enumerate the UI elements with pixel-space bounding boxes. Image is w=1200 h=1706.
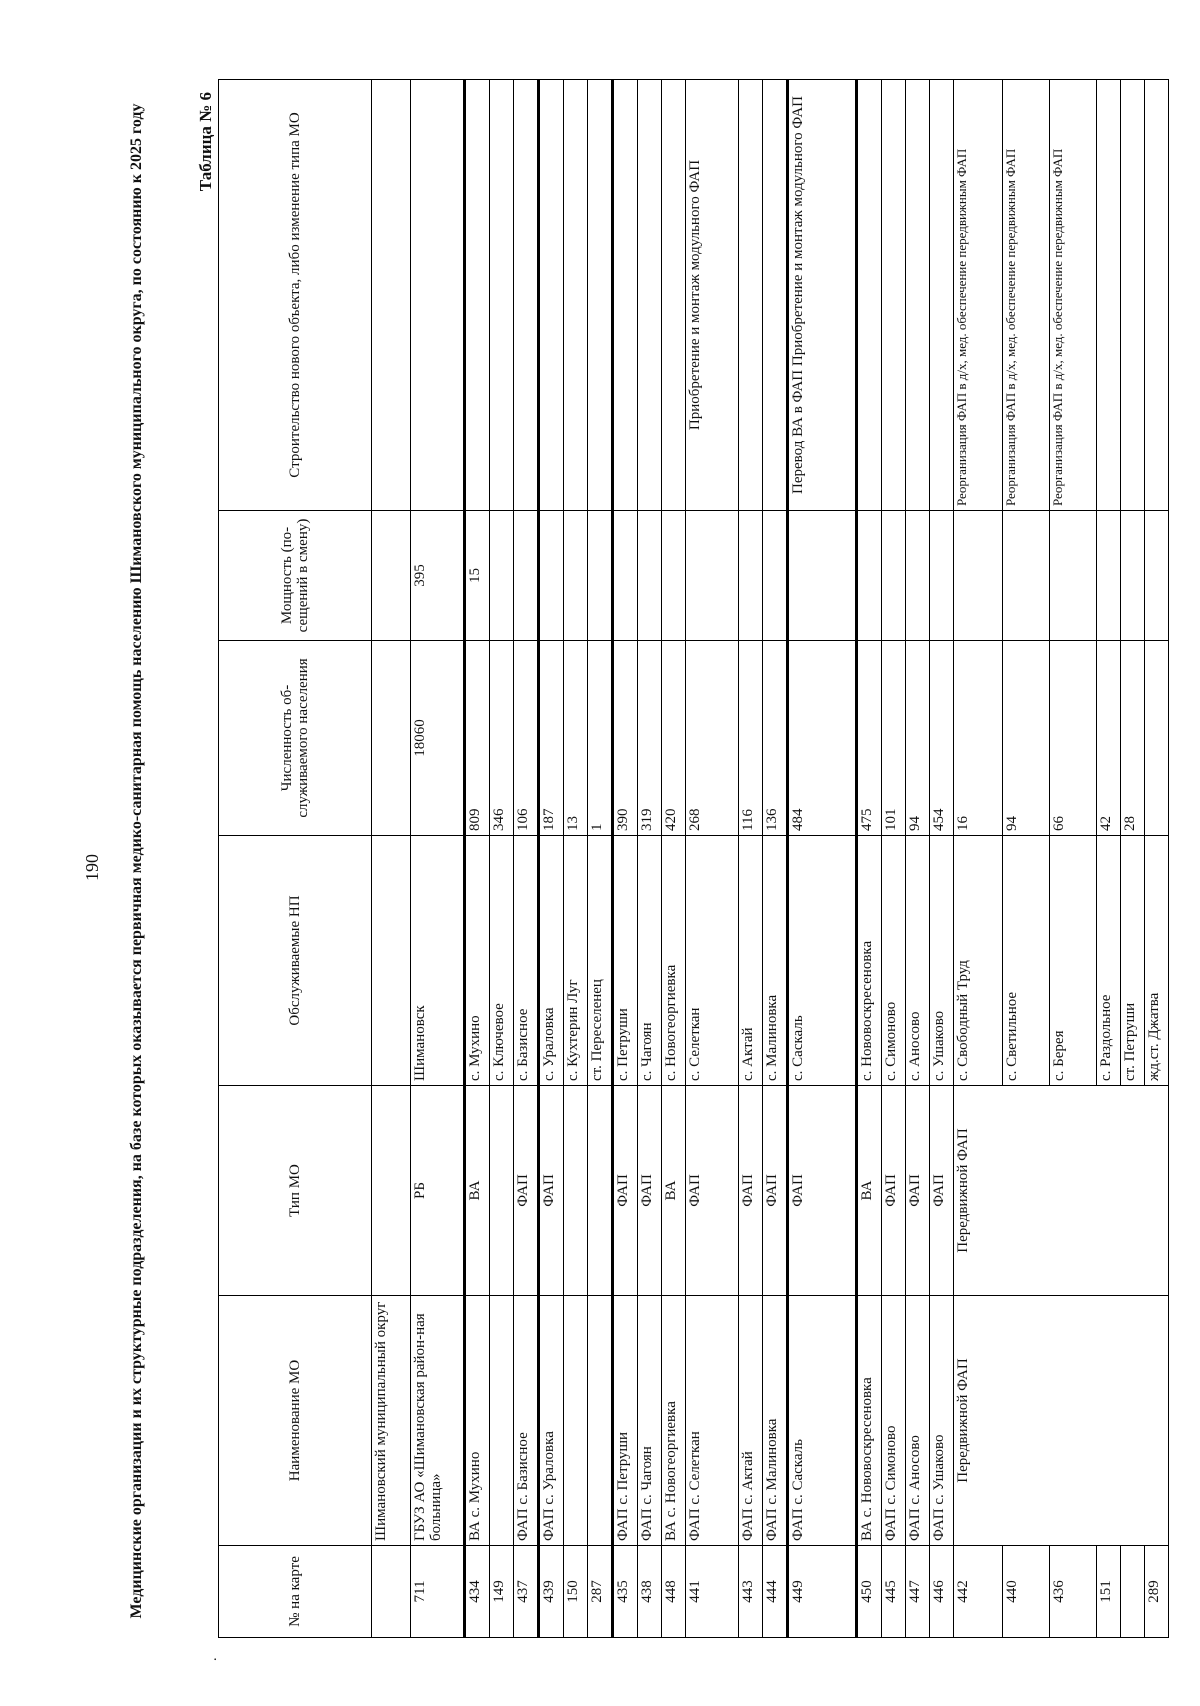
cell-settlement: с. Саскаль [788, 836, 857, 1086]
cell-name: ФАП с. Саскаль [788, 1296, 857, 1546]
cell-settlement: с. Симоново [882, 836, 906, 1086]
table-label: Таблица № 6 [196, 92, 215, 192]
cell-capacity [882, 511, 906, 641]
cell-num: 443 [739, 1546, 763, 1638]
cell-capacity [564, 511, 588, 641]
cell-settlement: с. Свободный Труд [954, 836, 1003, 1086]
cell-population [1145, 641, 1169, 836]
cell-construction: Приобретение и монтаж модульного ФАП [686, 80, 739, 511]
cell-settlement: с. Нововоскресеновка [857, 836, 882, 1086]
cell-type: ВА [465, 1086, 490, 1296]
cell-construction [638, 80, 662, 511]
cell-population: 319 [638, 641, 662, 836]
cell-name: ФАП с. Аносово [906, 1296, 930, 1546]
cell-capacity: 15 [465, 511, 490, 641]
table-row [739, 80, 763, 1638]
cell-population: 66 [1050, 641, 1097, 836]
cell-num: 446 [930, 1546, 954, 1638]
cell-population: 16 [954, 641, 1003, 836]
table-row [411, 80, 465, 1638]
cell-num: 150 [564, 1546, 588, 1638]
cell-capacity [613, 511, 638, 641]
cell-capacity [857, 511, 882, 641]
cell-capacity [930, 511, 954, 641]
cell-num: 436 [1050, 1546, 1097, 1638]
cell-settlement: с. Новогеоргиевка [662, 836, 686, 1086]
cell-num: 440 [1003, 1546, 1050, 1638]
cell-construction [588, 80, 613, 511]
cell-settlement: с. Аносово [906, 836, 930, 1086]
cell-num: 287 [588, 1546, 613, 1638]
cell-construction [465, 80, 490, 511]
cell-construction [906, 80, 930, 511]
cell-capacity [954, 511, 1003, 641]
cell-num: 448 [662, 1546, 686, 1638]
cell-type [490, 1086, 514, 1296]
cell-type: ФАП [763, 1086, 788, 1296]
cell-settlement: ст. Переселенец [588, 836, 613, 1086]
cell-population: 484 [788, 641, 857, 836]
cell-population: 28 [1121, 641, 1145, 836]
table-row [662, 80, 686, 1638]
cell-name [490, 1296, 514, 1546]
cell-type [564, 1086, 588, 1296]
cell-type: ВА [662, 1086, 686, 1296]
cell-name [588, 1296, 613, 1546]
cell-construction [763, 80, 788, 511]
header-construction: Строительство нового объекта, либо изменение типа МО [219, 80, 372, 511]
cell-name: ФАП с. Чагоян [638, 1296, 662, 1546]
cell-capacity [1145, 511, 1169, 641]
cell-num: 711 [411, 1546, 465, 1638]
cell-settlement: с. Берея [1050, 836, 1097, 1086]
cell-name: ФАП с. Симоново [882, 1296, 906, 1546]
mobile-fap-name: Передвижной ФАП [954, 1296, 1169, 1546]
header-name: Наименование МО [219, 1296, 372, 1546]
table-row [788, 80, 857, 1638]
cell-num: 434 [465, 1546, 490, 1638]
cell-settlement: с. Малиновка [763, 836, 788, 1086]
table-row [906, 80, 930, 1638]
cell-capacity [1121, 511, 1145, 641]
cell-construction [372, 80, 411, 511]
cell-name: ФАП с. Малиновка [763, 1296, 788, 1546]
cell-construction [857, 80, 882, 511]
header-population: Численность об-служиваемого населения [219, 641, 372, 836]
table-row [686, 80, 739, 1638]
cell-population: 116 [739, 641, 763, 836]
cell-type: ФАП [539, 1086, 564, 1296]
cell-name: ФАП с. Петруши [613, 1296, 638, 1546]
cell-construction: Реорганизация ФАП в д/х, мед. обеспечение передвижным ФАП [954, 80, 1003, 511]
cell-construction [882, 80, 906, 511]
header-settlements: Обслуживаемые НП [219, 836, 372, 1086]
cell-capacity [763, 511, 788, 641]
cell-num: 151 [1097, 1546, 1121, 1638]
cell-num: 149 [490, 1546, 514, 1638]
cell-settlement: с. Петруши [613, 836, 638, 1086]
cell-name: ФАП с. Селеткан [686, 1296, 739, 1546]
cell-capacity [372, 511, 411, 641]
cell-population: 454 [930, 641, 954, 836]
table-row [613, 80, 638, 1638]
cell-num: 444 [763, 1546, 788, 1638]
cell-name: ФАП с. Актай [739, 1296, 763, 1546]
cell-name: ФАП с. Ушаково [930, 1296, 954, 1546]
cell-construction [1097, 80, 1121, 511]
cell-construction [662, 80, 686, 511]
margin-mark: . [205, 1657, 220, 1661]
table-row [930, 80, 954, 1638]
document-title: Медицинские организации и их структурные подразделения, на базе которых оказывается первичная медико-санитарная помощь населению Шимановского муниципального округа, по состоянию к 2025 году [128, 103, 145, 1619]
cell-settlement: с. Раздольное [1097, 836, 1121, 1086]
cell-capacity: 395 [411, 511, 465, 641]
cell-num: 445 [882, 1546, 906, 1638]
cell-num: 439 [539, 1546, 564, 1638]
cell-capacity [514, 511, 539, 641]
cell-population: 1 [588, 641, 613, 836]
cell-population: 475 [857, 641, 882, 836]
table-row [857, 80, 882, 1638]
cell-population: 94 [906, 641, 930, 836]
cell-type: ФАП [514, 1086, 539, 1296]
header-capacity: Мощность (по-сещений в смену) [219, 511, 372, 641]
cell-type: ВА [857, 1086, 882, 1296]
cell-type: ФАП [686, 1086, 739, 1296]
table-row [539, 80, 564, 1638]
cell-capacity [1003, 511, 1050, 641]
cell-settlement: с. Селеткан [686, 836, 739, 1086]
cell-construction [1121, 80, 1145, 511]
cell-population [372, 641, 411, 836]
cell-capacity [490, 511, 514, 641]
table-row [372, 80, 411, 1638]
cell-construction: Перевод ВА в ФАП Приобретение и монтаж модульного ФАП [788, 80, 857, 511]
cell-population: 187 [539, 641, 564, 836]
cell-population: 346 [490, 641, 514, 836]
table-header-row [219, 80, 372, 1638]
cell-settlement: с. Ураловка [539, 836, 564, 1086]
cell-construction [514, 80, 539, 511]
cell-name [564, 1296, 588, 1546]
cell-capacity [662, 511, 686, 641]
cell-num: 449 [788, 1546, 857, 1638]
table-row [465, 80, 490, 1638]
cell-capacity [1097, 511, 1121, 641]
cell-population: 809 [465, 641, 490, 836]
table-row [490, 80, 514, 1638]
cell-capacity [788, 511, 857, 641]
header-num: № на карте [219, 1546, 372, 1638]
cell-settlement: с. Ушаково [930, 836, 954, 1086]
cell-construction: Реорганизация ФАП в д/х, мед. обеспечение передвижным ФАП [1003, 80, 1050, 511]
cell-type [372, 1086, 411, 1296]
cell-settlement: с. Чагоян [638, 836, 662, 1086]
cell-settlement: с. Базисное [514, 836, 539, 1086]
cell-settlement: ст. Петруши [1121, 836, 1145, 1086]
table-row [882, 80, 906, 1638]
cell-population: 390 [613, 641, 638, 836]
cell-construction [1145, 80, 1169, 511]
table-row [638, 80, 662, 1638]
cell-num [372, 1546, 411, 1638]
cell-type: ФАП [788, 1086, 857, 1296]
cell-population: 268 [686, 641, 739, 836]
cell-capacity [539, 511, 564, 641]
cell-population: 94 [1003, 641, 1050, 836]
table-row [564, 80, 588, 1638]
table-row [514, 80, 539, 1638]
cell-name: ВА с. Мухино [465, 1296, 490, 1546]
cell-capacity [588, 511, 613, 641]
cell-population: 18060 [411, 641, 465, 836]
table-row [588, 80, 613, 1638]
cell-name: ФАП с. Ураловка [539, 1296, 564, 1546]
cell-construction [564, 80, 588, 511]
cell-type: ФАП [739, 1086, 763, 1296]
header-type: Тип МО [219, 1086, 372, 1296]
cell-construction [539, 80, 564, 511]
cell-population: 13 [564, 641, 588, 836]
cell-capacity [906, 511, 930, 641]
facilities-table [218, 79, 1169, 1638]
cell-type: ФАП [882, 1086, 906, 1296]
cell-num: 289 [1145, 1546, 1169, 1638]
page-number: 190 [82, 854, 102, 881]
cell-num: 450 [857, 1546, 882, 1638]
cell-num: 437 [514, 1546, 539, 1638]
cell-construction [613, 80, 638, 511]
cell-settlement: жд.ст. Джатва [1145, 836, 1169, 1086]
cell-settlement: с. Мухино [465, 836, 490, 1086]
cell-type: ФАП [638, 1086, 662, 1296]
cell-population: 420 [662, 641, 686, 836]
cell-construction [739, 80, 763, 511]
cell-type: РБ [411, 1086, 465, 1296]
cell-name: ГБУЗ АО «Шимановская район-ная больница» [411, 1296, 465, 1546]
cell-type: ФАП [613, 1086, 638, 1296]
cell-settlement: с. Кухтерин Луг [564, 836, 588, 1086]
table-row [954, 80, 1003, 1638]
cell-type: ФАП [930, 1086, 954, 1296]
cell-capacity [638, 511, 662, 641]
cell-type [588, 1086, 613, 1296]
cell-construction [490, 80, 514, 511]
cell-construction [930, 80, 954, 511]
cell-name: ФАП с. Базисное [514, 1296, 539, 1546]
cell-population: 136 [763, 641, 788, 836]
cell-settlement: с. Светильное [1003, 836, 1050, 1086]
cell-num: 435 [613, 1546, 638, 1638]
cell-num: 438 [638, 1546, 662, 1638]
mobile-fap-type: Передвижной ФАП [954, 1086, 1169, 1296]
cell-settlement: с. Ключевое [490, 836, 514, 1086]
cell-capacity [739, 511, 763, 641]
cell-num: 442 [954, 1546, 1003, 1638]
cell-population: 101 [882, 641, 906, 836]
cell-capacity [1050, 511, 1097, 641]
table-row [763, 80, 788, 1638]
cell-settlement [372, 836, 411, 1086]
cell-construction [411, 80, 465, 511]
cell-num: 447 [906, 1546, 930, 1638]
cell-settlement: Шимановск [411, 836, 465, 1086]
cell-settlement: с. Актай [739, 836, 763, 1086]
cell-num: 441 [686, 1546, 739, 1638]
cell-name: ВА с. Новогеоргиевка [662, 1296, 686, 1546]
cell-type: ФАП [906, 1086, 930, 1296]
cell-name: ВА с. Нововоскресеновка [857, 1296, 882, 1546]
cell-population: 42 [1097, 641, 1121, 836]
cell-construction: Реорганизация ФАП в д/х, мед. обеспечение передвижным ФАП [1050, 80, 1097, 511]
cell-name: Шимановский муниципальный округ [372, 1296, 411, 1546]
cell-num [1121, 1546, 1145, 1638]
cell-capacity [686, 511, 739, 641]
cell-population: 106 [514, 641, 539, 836]
